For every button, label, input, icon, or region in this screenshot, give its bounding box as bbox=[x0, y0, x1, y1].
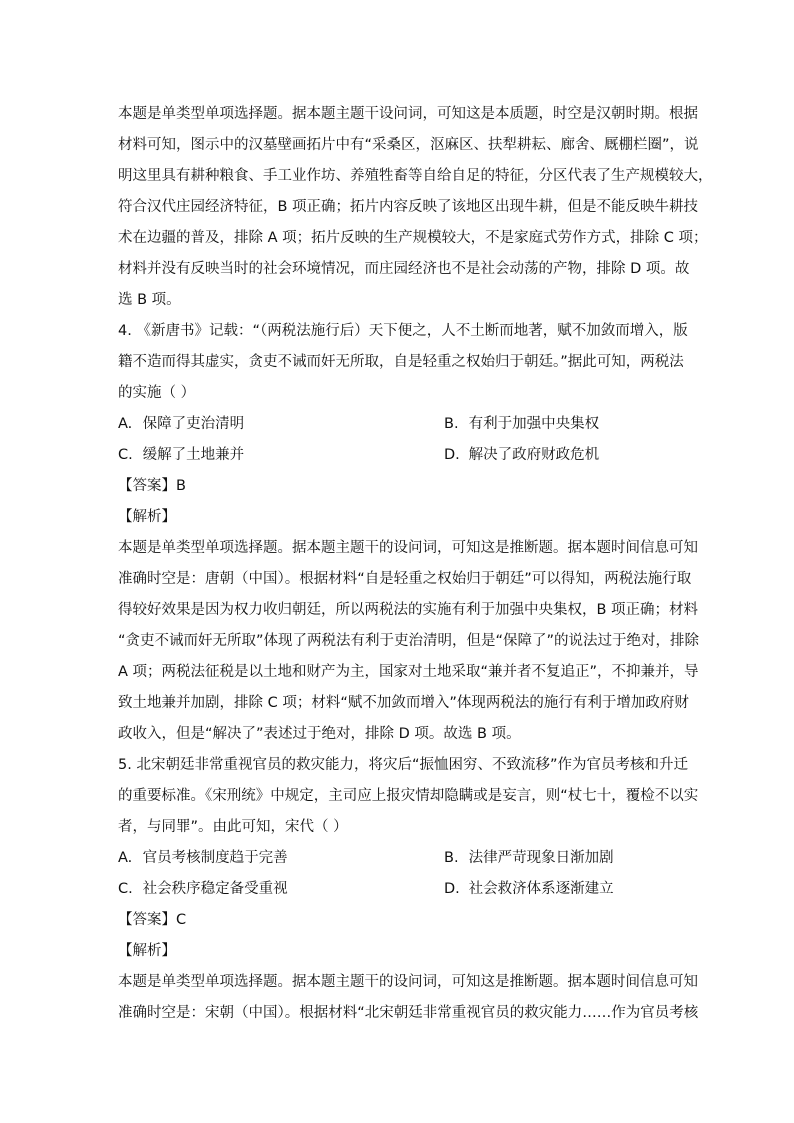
question-stem-line: 的重要标准。《宋刑统》中规定，主司应上报灾情却隐瞒或是妄言，则“杖七十，覆检不以实 bbox=[118, 788, 699, 804]
question-stem-line: 5. 北宋朝廷非常重视官员的救灾能力，将灾后“振恤困穷、不致流移”作为官员考核和升迁 bbox=[118, 757, 688, 773]
option-b bbox=[444, 409, 599, 440]
answer-label: 【答案】B bbox=[118, 478, 186, 494]
option-letter: A. bbox=[118, 850, 133, 866]
text-line: 本题是单类型单项选择题。据本题主题干设问词，可知这是本质题，时空是汉朝时期。根据 bbox=[118, 106, 698, 122]
analysis-line: “贪吏不诫而奸无所取”体现了两税法有利于吏治清明，但是“保障了”的说法过于绝对，排除 bbox=[118, 633, 700, 649]
q3-analysis-continued bbox=[118, 99, 713, 316]
analysis-line: 本题是单类型单项选择题。据本题主题干的设问词，可知这是推断题。据本题时间信息可知 bbox=[118, 540, 698, 556]
text-line: 术在边疆的普及，排除 A 项；拓片反映的生产规模较大，不是家庭式劳作方式，排除 C 项； bbox=[118, 230, 708, 246]
option-text: 保障了吏治清明 bbox=[142, 416, 245, 432]
option-letter: D. bbox=[444, 447, 460, 463]
option-letter: A. bbox=[118, 416, 133, 432]
analysis-label: 【解析】 bbox=[118, 509, 176, 525]
text-line: 符合汉代庄园经济特征，B 项正确；拓片内容反映了该地区出现牛耕，但是不能反映牛耕技 bbox=[118, 199, 699, 215]
option-text: 法律严苛现象日渐加剧 bbox=[468, 850, 614, 866]
analysis-line: 得较好效果是因为权力收归朝廷，所以两税法的实施有利于加强中央集权，B 项正确；材料 bbox=[118, 602, 699, 618]
text-line: 选 B 项。 bbox=[118, 292, 181, 308]
option-letter: C. bbox=[118, 881, 133, 897]
analysis-line: 致土地兼并加剧，排除 C 项；材料“赋不加敛而增入”体现两税法的施行有利于增加政府财 bbox=[118, 695, 689, 711]
text-line: 材料并没有反映当时的社会环境情况，而庄园经济也不是社会动荡的产物，排除 D 项。故 bbox=[118, 261, 690, 277]
analysis-label: 【解析】 bbox=[118, 943, 176, 959]
option-text: 社会救济体系逐渐建立 bbox=[468, 881, 614, 897]
option-letter: B. bbox=[444, 416, 459, 432]
page-content bbox=[118, 99, 713, 1029]
question-stem-line: 4. 《新唐书》记载：“（两税法施行后）天下便之，人不土断而地著，赋不加敛而增入，版 bbox=[118, 323, 688, 339]
option-letter: D. bbox=[444, 881, 460, 897]
question-stem-line: 者，与同罪”。由此可知，宋代（ ） bbox=[118, 819, 348, 835]
option-a bbox=[118, 843, 444, 874]
analysis-line: 准确时空是：宋朝（中国）。根据材料“北宋朝廷非常重视官员的救灾能力……作为官员考核 bbox=[118, 1005, 699, 1021]
text-line: 明这里具有耕种粮食、手工业作坊、养殖牲畜等自给自足的特征，分区代表了生产规模较大， bbox=[118, 168, 713, 184]
options-row bbox=[118, 874, 698, 905]
options-row bbox=[118, 843, 698, 874]
option-text: 解决了政府财政危机 bbox=[468, 447, 600, 463]
analysis-line: 准确时空是：唐朝（中国）。根据材料“自是轻重之权始归于朝廷”可以得知，两税法施行取 bbox=[118, 571, 692, 587]
option-text: 官员考核制度趋于完善 bbox=[142, 850, 288, 866]
option-a bbox=[118, 409, 444, 440]
option-letter: B. bbox=[444, 850, 459, 866]
option-d bbox=[444, 874, 614, 905]
options-row bbox=[118, 440, 698, 471]
analysis-line: 政收入，但是“解决了”表述过于绝对，排除 D 项。故选 B 项。 bbox=[118, 726, 521, 742]
analysis-line: 本题是单类型单项选择题。据本题主题干的设问词，可知这是推断题。据本题时间信息可知 bbox=[118, 974, 698, 990]
option-text: 有利于加强中央集权 bbox=[468, 416, 600, 432]
question-stem-line: 籍不造而得其虚实，贪吏不诫而奸无所取，自是轻重之权始归于朝廷。”据此可知，两税法 bbox=[118, 354, 684, 370]
text-line: 材料可知，图示中的汉墓壁画拓片中有“采桑区，沤麻区、扶犁耕耘、廊舍、厩棚栏圈”，说 bbox=[118, 137, 699, 153]
option-text: 缓解了土地兼并 bbox=[142, 447, 245, 463]
analysis-line: A 项；两税法征税是以土地和财产为主，国家对土地采取“兼并者不复追正”，不抑兼并，导 bbox=[118, 664, 699, 680]
options-row bbox=[118, 409, 698, 440]
answer-label: 【答案】C bbox=[118, 912, 187, 928]
option-d bbox=[444, 440, 599, 471]
question-stem-line: 的实施（ ） bbox=[118, 385, 196, 401]
option-b bbox=[444, 843, 614, 874]
question-5 bbox=[118, 750, 698, 1029]
question-4 bbox=[118, 316, 698, 750]
option-letter: C. bbox=[118, 447, 133, 463]
option-c bbox=[118, 440, 444, 471]
option-text: 社会秩序稳定备受重视 bbox=[142, 881, 288, 897]
option-c bbox=[118, 874, 444, 905]
